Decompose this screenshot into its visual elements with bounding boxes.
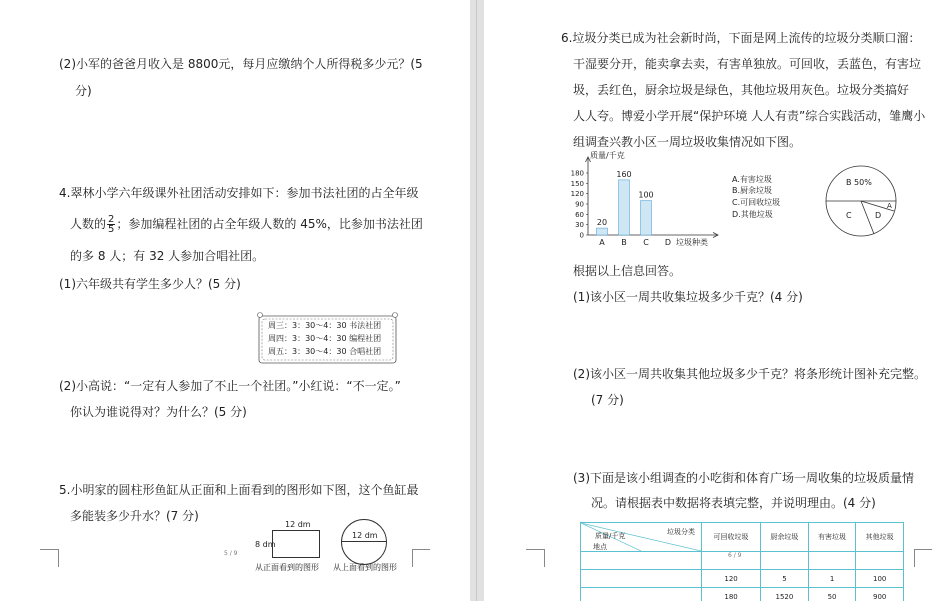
table-cell: 900 — [856, 588, 904, 601]
q4-sub2-line1: (2)小高说：“一定有人参加了不止一个社团。”小红说：“不一定。” — [59, 379, 401, 393]
right-page — [484, 0, 947, 601]
q6-line4: 人人夸。博爱小学开展“保护环境 人人有责”综合实践活动，雏鹰小 — [573, 109, 926, 123]
front-view-caption: 从正面看到的图形 — [255, 563, 319, 572]
pie-label-b: B 50% — [846, 178, 872, 187]
q6-line3: 圾，丢红色，厨余垃圾是绿色，其他垃圾用灰色。垃圾分类搞好 — [573, 83, 910, 97]
crop-mark — [526, 549, 544, 550]
bar-value-label-A: 20 — [596, 218, 608, 228]
q4-sub1: (1)六年级共有学生多少人？(5 分) — [59, 277, 241, 291]
q4-line3: 的多 8 人；有 32 人参加合唱社团。 — [70, 249, 265, 263]
q4-line2-post: ；参加编程社团的占全年级人数的 45%，比参加书法社团 — [116, 217, 423, 231]
corner-label-mass: 质量/千克 — [595, 532, 626, 540]
left-page — [0, 0, 470, 601]
front-width-label: 12 dm — [285, 520, 311, 529]
q6-sub2-line2: (7 分) — [591, 393, 624, 407]
q6-line2: 干湿要分开，能卖拿去卖，有害单独放。可回收，丢蓝色，有害垃 — [573, 57, 922, 71]
table-cell — [761, 552, 809, 570]
crop-mark — [58, 549, 59, 567]
legend-d: D.其他垃圾 — [732, 210, 773, 219]
table-corner-cell — [581, 523, 702, 552]
x-tick-label-A: A — [599, 238, 605, 247]
bar-value-label-B: 160 — [616, 169, 632, 179]
legend-c: C.可回收垃圾 — [732, 198, 781, 207]
pie-chart — [824, 164, 904, 244]
pie-label-a: A — [887, 202, 892, 210]
q5-line2: 多能装多少升水？(7 分) — [70, 509, 199, 523]
table-cell: 50 — [808, 588, 856, 601]
bar-A — [597, 228, 608, 235]
table-cell — [856, 552, 904, 570]
q4-line1: 4.翠林小学六年级课外社团活动安排如下：参加书法社团的占全年级 — [59, 186, 419, 200]
front-view-rectangle — [272, 530, 320, 558]
page-number-left: 5 / 9 — [224, 550, 238, 557]
pie-label-c: C — [846, 211, 852, 220]
y-axis-label: 质量/千克 — [590, 151, 625, 160]
x-tick-label-C: C — [643, 238, 649, 247]
table-cell: 5 — [761, 570, 809, 588]
top-view-diameter-line — [342, 541, 386, 542]
y-tick-label-180: 180 — [570, 169, 584, 178]
schedule-line-1: 周三：3：30～4：30 书法社团 — [268, 321, 382, 330]
schedule-box — [256, 310, 399, 366]
table-header-hazardous: 有害垃圾 — [808, 523, 856, 552]
schedule-line-2: 周四：3：30～4：30 编程社团 — [268, 334, 382, 343]
top-diameter-label: 12 dm — [352, 531, 378, 540]
table-row — [581, 588, 904, 601]
front-height-label: 8 dm — [255, 540, 276, 549]
page-gutter — [470, 0, 484, 601]
x-tick-label-D: D — [664, 238, 672, 247]
q6-sub3-line1: (3)下面是该小组调查的小吃街和体育广场一周收集的垃圾质量情 — [573, 471, 915, 485]
legend-b: B.厨余垃圾 — [732, 186, 773, 195]
garbage-table — [580, 522, 904, 601]
corner-label-place: 地点 — [593, 543, 607, 551]
top-view-circle — [341, 519, 387, 565]
q4-sub2-line2: 你认为谁说得对？为什么？(5 分) — [70, 405, 247, 419]
crop-mark — [412, 549, 413, 567]
table-cell-place — [581, 570, 702, 588]
y-tick-label-60: 60 — [575, 210, 584, 219]
q6-sub3-line2: 况。请根据表中数据将表填完整，并说明理由。(4 分) — [591, 496, 876, 510]
q6-line5: 组调查兴教小区一周垃圾收集情况如下图。 — [573, 135, 802, 149]
y-tick-label-150: 150 — [570, 179, 584, 188]
crop-mark — [544, 549, 545, 567]
bar-B — [619, 180, 630, 235]
q6-sub2-line1: (2)该小区一周共收集其他垃圾多少千克？将条形统计图补充完整。 — [573, 367, 927, 381]
y-tick-label-0: 0 — [579, 231, 584, 240]
page-number-right: 6 / 9 — [728, 552, 742, 559]
top-view-caption: 从上面看到的图形 — [333, 563, 397, 572]
pie-label-d: D — [875, 211, 882, 220]
crop-mark — [914, 549, 915, 567]
crop-mark — [40, 549, 58, 550]
table-cell — [808, 552, 856, 570]
table-cell-place — [581, 588, 702, 601]
bar-value-label-C: 100 — [638, 190, 654, 200]
crop-mark — [412, 549, 430, 550]
crop-mark — [914, 549, 932, 550]
x-tick-label-B: B — [621, 238, 627, 247]
y-tick-label-90: 90 — [575, 200, 584, 209]
q2-line2: 分) — [75, 84, 92, 98]
schedule-line-3: 周五：3：30～4：30 合唱社团 — [268, 347, 382, 356]
table-header-row — [581, 523, 904, 552]
table-cell: 1520 — [761, 588, 809, 601]
table-row — [581, 552, 904, 570]
table-cell: 120 — [702, 570, 761, 588]
table-cell: 100 — [856, 570, 904, 588]
fraction-numerator: 2 — [108, 214, 115, 225]
q4-line2 — [70, 215, 423, 234]
table-header-recyclable: 可回收垃圾 — [702, 523, 761, 552]
q6-line1: 6.垃圾分类已成为社会新时尚，下面是网上流传的垃圾分类顺口溜： — [561, 31, 921, 45]
q6-intro2: 根据以上信息回答。 — [573, 264, 682, 278]
fraction-two-fifths — [107, 215, 115, 234]
q2-line1: (2)小军的爸爸月收入是 8800元，每月应缴纳个人所得税多少元？(5 — [59, 57, 423, 71]
gutter-line — [476, 0, 477, 601]
table-header-kitchen: 厨余垃圾 — [761, 523, 809, 552]
table-cell: 1 — [808, 570, 856, 588]
q5-line1: 5.小明家的圆柱形鱼缸从正面和上面看到的图形如下图，这个鱼缸最 — [59, 483, 419, 497]
table-cell-place — [581, 552, 702, 570]
q6-sub1: (1)该小区一周共收集垃圾多少千克？(4 分) — [573, 290, 803, 304]
x-axis-label: 垃圾种类 — [676, 238, 708, 247]
q4-line2-pre: 人数的 — [70, 217, 107, 231]
table-cell: 180 — [702, 588, 761, 601]
fraction-denominator: 5 — [108, 224, 115, 235]
table-row — [581, 570, 904, 588]
y-tick-label-30: 30 — [575, 221, 584, 230]
legend-a: A.有害垃圾 — [732, 175, 772, 184]
corner-label-category: 垃圾分类 — [667, 528, 695, 536]
y-tick-label-120: 120 — [570, 190, 584, 199]
table-header-other: 其他垃圾 — [856, 523, 904, 552]
bar-C — [641, 201, 652, 235]
